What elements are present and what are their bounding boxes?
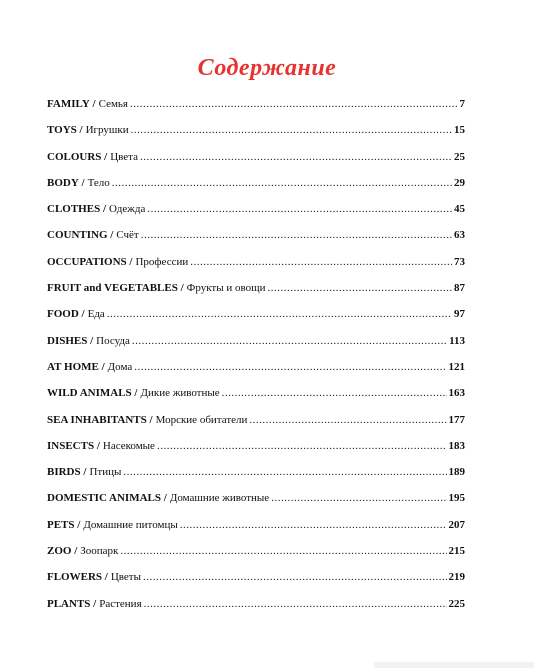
toc-entry-russian: Профессии [135,255,189,268]
toc-entry-english: AT HOME [47,360,99,373]
toc-entry-russian: Семья [98,98,128,110]
page-edge-shadow [374,662,534,668]
toc-entry-separator: / [126,255,133,268]
toc-entry-english: CLOTHES [47,203,101,216]
dot-leader [112,177,452,189]
toc-page-number: 163 [448,387,465,400]
toc-entry-russian: Дома [107,360,133,373]
toc-page-number: 183 [448,439,465,452]
toc-entry-separator: / [107,229,114,242]
toc-entry[interactable] [47,203,465,229]
toc-entry-russian: Растения [99,597,142,610]
toc-page-number: 63 [454,229,465,242]
toc-entry-separator: / [74,518,81,531]
dot-leader [120,545,446,557]
toc-entry-russian: Игрушки [85,124,129,137]
toc-page-number: 7 [459,98,465,110]
dot-leader [130,98,458,110]
toc-entry-russian: Тело [87,176,110,189]
toc-entry-russian: Цветы [110,571,141,584]
toc-entry-russian: Цвета [110,150,138,163]
toc-entry-english: FAMILY [47,98,90,110]
toc-entry-separator: / [78,308,85,321]
toc-entry-russian: Домашние питомцы [83,518,178,531]
toc-entry-separator: / [76,124,83,137]
toc-entry-english: FRUIT and VEGETABLES [47,282,178,295]
toc-page-number: 97 [454,308,465,321]
toc-page-number: 219 [448,571,465,584]
dot-leader [141,229,452,241]
toc-entry-separator: / [102,571,108,584]
toc-page-number: 177 [448,413,465,426]
toc-entry[interactable] [47,256,465,282]
toc-entry-russian: Насекомые [102,439,155,452]
toc-entry-separator: / [131,387,138,400]
toc-entry-separator: / [98,360,105,373]
dot-leader [157,440,447,452]
toc-entry-english: BIRDS [47,466,81,479]
toc-entry-russian: Одежда [109,203,146,216]
toc-entry[interactable] [47,229,465,255]
toc-entry-separator: / [161,492,167,505]
toc-page-number: 45 [454,203,465,216]
dot-leader [271,492,446,504]
toc-entry-separator: / [87,334,94,347]
toc-entry-russian: Еда [87,308,105,321]
toc-entry-separator: / [71,545,78,558]
toc-entry-english: PLANTS [47,597,91,610]
dot-leader [222,387,447,399]
toc-entry[interactable] [47,466,465,492]
toc-entry[interactable] [47,151,465,177]
toc-entry[interactable] [47,177,465,203]
dot-leader [107,308,452,320]
dot-leader [267,282,452,294]
dot-leader [180,519,447,531]
toc-page-number: 73 [454,255,465,268]
toc-entry[interactable] [47,387,465,413]
toc-entry-english: BODY [47,176,79,189]
toc-entry-english: WILD ANIMALS [47,387,132,400]
toc-entry-english: DISHES [47,334,88,347]
toc-entry-separator: / [89,98,96,110]
toc-entry-separator: / [80,466,87,479]
toc-entry[interactable] [47,519,465,545]
toc-entry-english: OCCUPATIONS [47,255,127,268]
toc-entry-english: INSECTS [47,439,95,452]
dot-leader [147,203,452,215]
toc-entry[interactable] [47,598,465,624]
toc-entry-english: FOOD [47,308,79,321]
toc-entry-separator: / [94,439,100,452]
dot-leader [140,151,452,163]
toc-entry-english: COLOURS [47,150,102,163]
dot-leader [143,571,447,583]
toc-entry-english: ZOO [47,545,72,558]
toc-entry[interactable] [47,282,465,308]
toc-page-number: 189 [448,466,465,479]
toc-entry-russian: Счёт [116,229,139,242]
toc-entry-russian: Домашние животные [169,492,270,505]
toc-entry[interactable] [47,308,465,334]
page-title: Содержание [197,55,337,81]
toc-page-number: 121 [448,360,465,373]
toc-entry-russian: Зоопарк [80,545,119,558]
toc-page-number: 195 [448,492,465,505]
toc-entry-russian: Птицы [89,466,122,479]
toc-entry-russian: Дикие животные [140,387,220,400]
toc-entry-russian: Фрукты и овощи [186,282,266,295]
toc-entry-separator: / [177,282,184,295]
toc-entry[interactable] [47,361,465,387]
toc-entry-russian: Морские обитатели [155,413,248,426]
toc-entry-english: SEA INHABITANTS [47,413,147,426]
table-of-contents [47,98,465,624]
toc-page-number: 207 [448,518,465,531]
toc-entry-russian: Посуда [96,334,130,347]
dot-leader [132,335,447,347]
dot-leader [190,256,452,268]
toc-page-number: 25 [454,150,465,163]
toc-page-number: 225 [448,597,465,610]
dot-leader [249,414,446,426]
toc-entry[interactable] [47,492,465,518]
toc-entry-english: FLOWERS [47,571,103,584]
toc-entry[interactable] [47,545,465,571]
dot-leader [134,361,446,373]
toc-page-number: 215 [448,545,465,558]
dot-leader [131,124,452,136]
toc-entry-separator: / [90,597,97,610]
toc-entry-separator: / [146,413,153,426]
dot-leader [123,466,446,478]
toc-page-number: 15 [454,124,465,137]
toc-entry-english: PETS [47,518,75,531]
toc-entry-english: DOMESTIC ANIMALS [47,492,161,505]
toc-entry[interactable] [47,98,465,124]
toc-entry[interactable] [47,124,465,150]
toc-entry[interactable] [47,335,465,361]
toc-entry-separator: / [101,150,108,163]
toc-entry-separator: / [78,176,85,189]
toc-page-number: 113 [449,334,465,347]
toc-page-number: 87 [454,282,465,295]
toc-page-number: 29 [454,176,465,189]
toc-entry[interactable] [47,414,465,440]
toc-entry-separator: / [100,203,106,216]
toc-entry-english: COUNTING [47,229,108,242]
toc-entry-english: TOYS [47,124,77,137]
dot-leader [144,598,447,610]
toc-entry[interactable] [47,440,465,466]
toc-entry[interactable] [47,571,465,597]
